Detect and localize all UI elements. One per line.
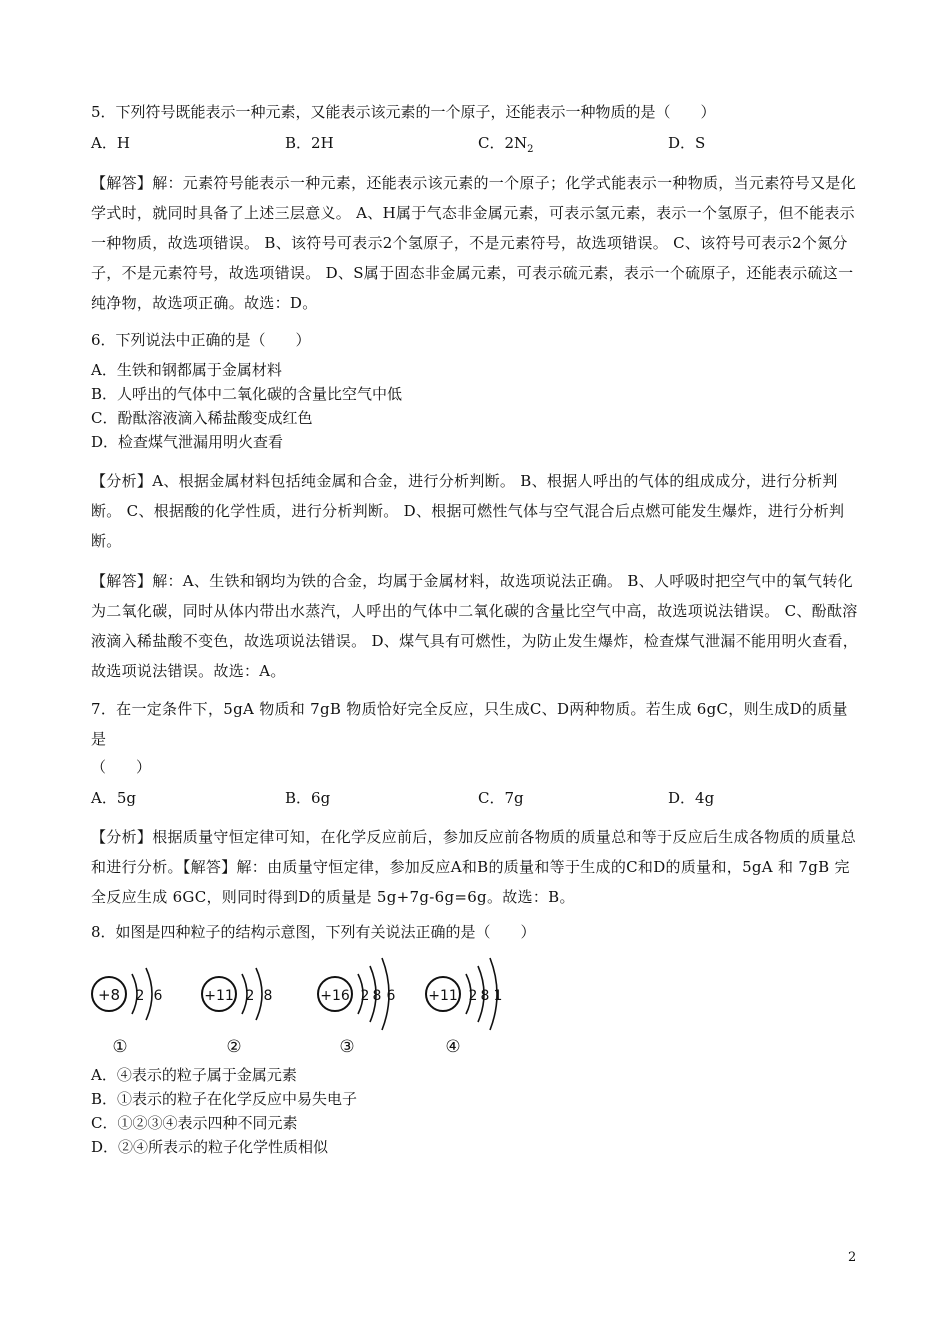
q7-option-d: D．4g	[668, 789, 715, 807]
q5-answer: 【解答】解：元素符号能表示一种元素，还能表示该元素的一个原子；化学式能表示一种物质，当元素符号又是化学式时，就同时具备了上述三层意义。 A、H属于气态非金属元素，可表示氢元素，表示一个氢原子，但不能表示一种物质，故选项错误。 B、该符号可表示2个氢原子，不是元素符号，故选项错误。 C、该符号可表示2个氮分子，不是元素符号，故选项错误。 D、S属于固态非金属元素，可表示硫元素，表示一个硫原子，还能表示硫这一纯净物，故选项正确。故选：D。	[91, 174, 857, 312]
q7-stem: 7．在一定条件下，5gA 物质和 7gB 物质恰好完全反应，只生成C、D两种物质。若生成 6gC，则生成D的质量是	[91, 700, 848, 748]
particle-3	[318, 958, 396, 1057]
particle-1	[92, 968, 163, 1057]
particle-1-shell-2	[146, 968, 152, 1020]
particle-2-shell-1-electrons: 2	[245, 988, 255, 1004]
particle-4	[426, 958, 502, 1057]
atomic-structure-diagram	[88, 952, 518, 1062]
particle-1-shell-2-electrons: 6	[153, 988, 163, 1004]
q6-option-d: D．检查煤气泄漏用明火查看	[91, 433, 284, 451]
particle-2-shell-2-electrons: 8	[263, 988, 273, 1004]
particle-2	[202, 968, 272, 1057]
q5-option-c: C．$2N_2$	[478, 134, 534, 155]
particle-3-shell-3-electrons: 6	[386, 988, 396, 1004]
q7-option-b: B．6g	[285, 789, 331, 807]
particle-4-shell-2-electrons: 8	[480, 988, 490, 1004]
q6-option-b: B．人呼出的气体中二氧化碳的含量比空气中低	[91, 385, 403, 403]
particle-3-nucleus: +16	[320, 988, 350, 1004]
particle-2-label: ②	[226, 1037, 242, 1057]
q7-option-a: A．5g	[91, 789, 136, 807]
q6-stem: 6．下列说法中正确的是（ ）	[91, 331, 311, 349]
q5-stem: 5．下列符号既能表示一种元素，又能表示该元素的一个原子，还能表示一种物质的是（ ）	[91, 103, 716, 121]
particle-3-shell-1-electrons: 2	[360, 988, 370, 1004]
particle-4-shell-3-electrons: 1	[493, 988, 503, 1004]
particle-4-shell-1-electrons: 2	[468, 988, 478, 1004]
q5-option-d: D．S	[668, 134, 706, 152]
q6-option-c: C．酚酞溶液滴入稀盐酸变成红色	[91, 409, 313, 427]
q7-paren: （ ）	[91, 758, 152, 776]
q8-stem: 8．如图是四种粒子的结构示意图，下列有关说法正确的是（ ）	[91, 923, 536, 941]
q7-option-c: C．7g	[478, 789, 524, 807]
particle-4-label: ④	[445, 1037, 461, 1057]
particle-4-nucleus: +11	[428, 988, 458, 1004]
q6-option-a: A．生铁和钢都属于金属材料	[91, 361, 282, 379]
q5-option-a: A．H	[91, 134, 130, 152]
q8-option-d: D．②④所表示的粒子化学性质相似	[91, 1138, 329, 1156]
particle-1-label: ①	[112, 1037, 128, 1057]
q6-answer: 【解答】解：A、生铁和钢均为铁的合金，均属于金属材料，故选项说法正确。 B、人呼吸时把空气中的氧气转化为二氧化碳，同时从体内带出水蒸汽，人呼出的气体中二氧化碳的含量比空气中高，故选项说法错误。 C、酚酞溶液滴入稀盐酸不变色，故选项说法错误。 D、煤气具有可燃性，为防止发生爆炸，检查煤气泄漏不能用明火查看，故选项说法错误。故选：A。	[91, 572, 859, 680]
q8-option-b: B．①表示的粒子在化学反应中易失电子	[91, 1090, 358, 1108]
q5-option-b: B．2H	[285, 134, 334, 152]
particle-1-shell-1-electrons: 2	[135, 988, 145, 1004]
particle-3-shell-2-electrons: 8	[372, 988, 382, 1004]
q7-analysis: 【分析】根据质量守恒定律可知，在化学反应前后，参加反应前各物质的质量总和等于反应后生成各物质的质量总和进行分析。【解答】解：由质量守恒定律，参加反应A和B的质量和等于生成的C和D的质量和，5gA 和 7gB 完全反应生成 6GC，则同时得到D的质量是 5g+7g-6g=6g。故选：B。	[91, 828, 857, 906]
q6-analysis: 【分析】A、根据金属材料包括纯金属和合金，进行分析判断。 B、根据人呼出的气体的组成成分，进行分析判断。 C、根据酸的化学性质，进行分析判断。 D、根据可燃性气体与空气混合后点燃可能发生爆炸，进行分析判断。	[91, 472, 845, 550]
particle-2-shell-2	[256, 968, 262, 1020]
q8-option-c: C．①②③④表示四种不同元素	[91, 1114, 298, 1132]
particle-1-nucleus: +8	[97, 986, 121, 1004]
q8-option-a: A．④表示的粒子属于金属元素	[91, 1066, 297, 1084]
page-number: 2	[848, 1250, 857, 1265]
particle-3-label: ③	[339, 1037, 355, 1057]
particle-2-nucleus: +11	[204, 988, 234, 1004]
